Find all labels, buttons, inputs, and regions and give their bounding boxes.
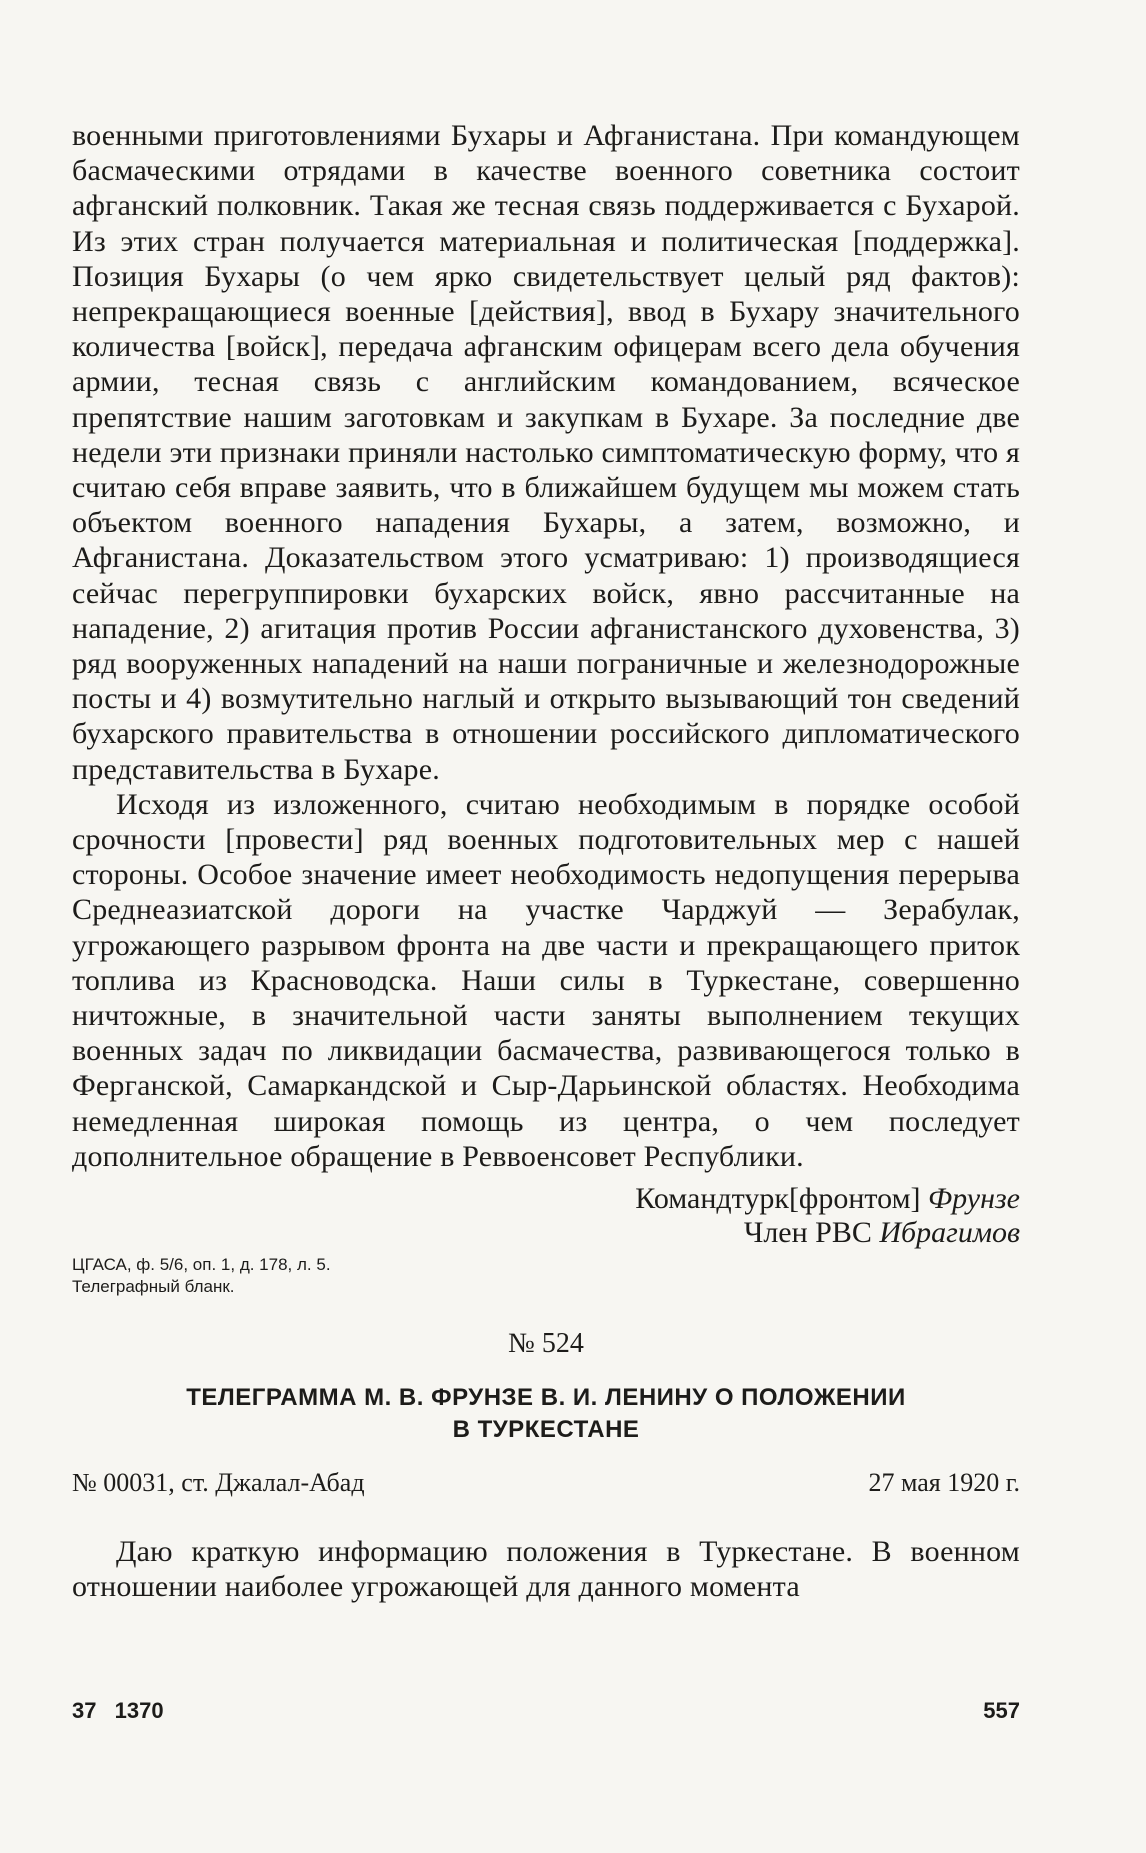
page-footer [72, 1698, 1020, 1724]
document-opening-paragraph: Даю краткую информацию положения в Туркестане. В военном отношении наиболее угрожающей для данного момента [72, 1535, 1020, 1604]
archive-source-line-2: Телеграфный бланк. [72, 1277, 235, 1297]
signature-name-2: Ибрагимов [879, 1216, 1020, 1250]
signature-line-2 [72, 1216, 1020, 1250]
signature-role-1: Командтурк[фронтом] [635, 1182, 921, 1216]
page-content [72, 118, 1020, 1605]
document-title [72, 1382, 1020, 1446]
signature-block [72, 1182, 1020, 1250]
document-meta [72, 1468, 1020, 1498]
signature-role-2: Член РВС [743, 1216, 872, 1250]
body-paragraph-1: военными приготовлениями Бухары и Афганистана. При командующем басмаческими отрядами в качестве военного советника состоит афганский полковник. Такая же тесная связь поддерживается с Бухарой. Из этих стран получается материальная и политическая [поддержка]. Позиция Бухары (о чем ярко свидетельствует целый ряд фактов): непрекращающиеся военные [действия], ввод в Бухару значительного количества [войск], передача афганским офицерам всего дела обучения армии, тесная связь с английским командованием, всяческое препятствие нашим заготовкам и закупкам в Бухаре. За последние две недели эти признаки приняли настолько симптоматическую форму, что я считаю себя вправе заявить, что в ближайшем будущем мы можем стать объектом военного нападения Бухары, а затем, возможно, и Афганистана. Доказательством этого усматриваю: 1) производящиеся сейчас перегруппировки бухарских войск, явно рассчитанные на нападение, 2) агитация против России афганистанского духовенства, 3) ряд вооруженных нападений на наши пограничные и железнодорожные посты и 4) возмутительно наглый и открыто вызывающий тон сведений бухарского правительства в отношении российского дипломатического представительства в Бухаре. [72, 119, 1020, 786]
archive-source [72, 1254, 1020, 1298]
document-reference: № 00031, ст. Джалал-Абад [72, 1468, 365, 1498]
document-date: 27 мая 1920 г. [868, 1468, 1020, 1498]
document-title-line-2: В ТУРКЕСТАНЕ [452, 1416, 640, 1444]
archive-source-line-1: ЦГАСА, ф. 5/6, оп. 1, д. 178, л. 5. [72, 1255, 331, 1275]
signature-line-1 [72, 1182, 1020, 1216]
footer-left [72, 1698, 176, 1724]
page-number: 557 [983, 1698, 1020, 1723]
body-paragraph-2: Исходя из изложенного, считаю необходимым в порядке особой срочности [провести] ряд военных подготовительных мер с нашей стороны. Особое значение имеет необходимость недопущения перерыва Среднеазиатской дороги на участке Чарджуй — Зерабулак, угрожающего разрывом фронта на две части и прекращающего приток топлива из Красноводска. Наши силы в Туркестане, совершенно ничтожные, в значительной части заняты выполнением текущих военных задач по ликвидации басмачества, развивающегося только в Ферганской, Самаркандской и Сыр-Дарьинской областях. Необходима немедленная широкая помощь из центра, о чем последует дополнительное обращение в Реввоенсовет Республики. [72, 787, 1020, 1173]
print-code: 1370 [114, 1698, 164, 1723]
document-number: № 524 [508, 1328, 584, 1360]
signature-name-1: Фрунзе [928, 1182, 1020, 1216]
document-title-line-1: ТЕЛЕГРАММА М. В. ФРУНЗЕ В. И. ЛЕНИНУ О ПОЛОЖЕНИИ [186, 1384, 906, 1412]
signature-mark: 37 [72, 1698, 97, 1723]
